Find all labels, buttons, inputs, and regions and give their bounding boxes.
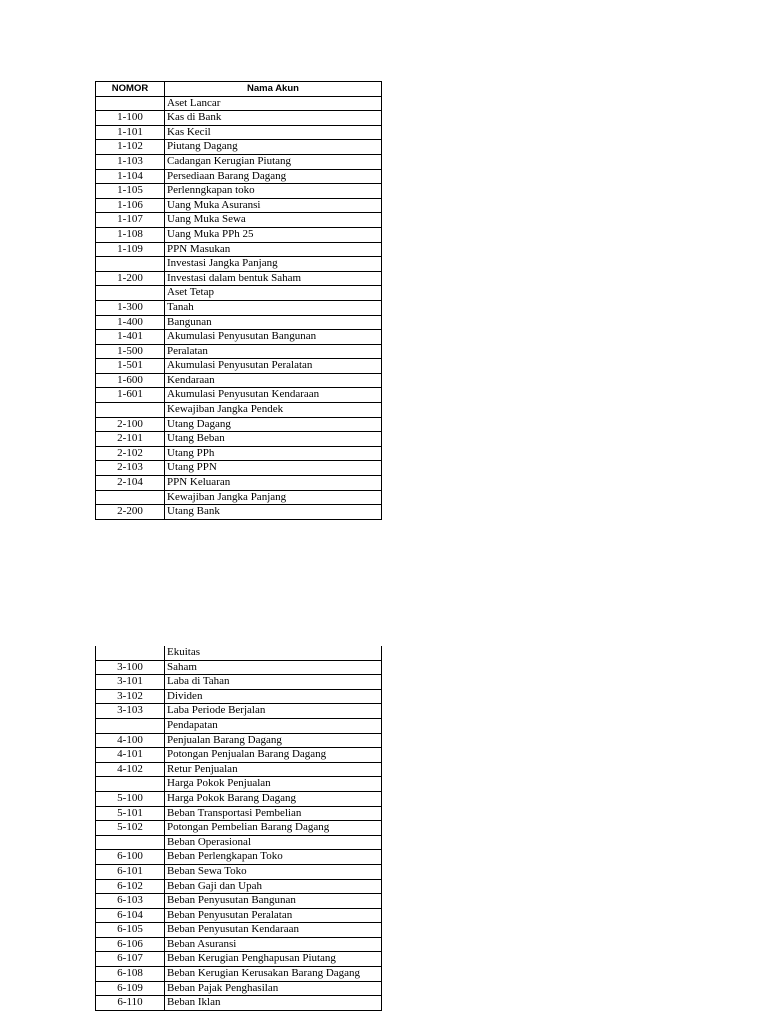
account-name: Akumulasi Penyusutan Bangunan	[165, 330, 382, 345]
table-row	[96, 806, 382, 821]
account-name: Harga Pokok Penjualan	[165, 777, 382, 792]
table-row	[96, 257, 382, 272]
table-row	[96, 359, 382, 374]
account-name: Beban Penyusutan Bangunan	[165, 894, 382, 909]
account-name: Aset Tetap	[165, 286, 382, 301]
table-row	[96, 821, 382, 836]
account-number: 6-104	[96, 908, 165, 923]
header-number: NOMOR	[96, 82, 165, 97]
account-name: PPN Keluaran	[165, 476, 382, 491]
account-number: 6-108	[96, 967, 165, 982]
account-number	[96, 646, 165, 660]
table-body	[96, 646, 382, 1010]
account-name: Beban Operasional	[165, 835, 382, 850]
account-name: Investasi dalam bentuk Saham	[165, 271, 382, 286]
table-row	[96, 660, 382, 675]
table-row	[96, 689, 382, 704]
account-name: Ekuitas	[165, 646, 382, 660]
account-number: 2-103	[96, 461, 165, 476]
table-row	[96, 169, 382, 184]
account-name: Potongan Pembelian Barang Dagang	[165, 821, 382, 836]
account-number: 5-102	[96, 821, 165, 836]
account-name: Saham	[165, 660, 382, 675]
account-number	[96, 403, 165, 418]
table-row	[96, 271, 382, 286]
account-number: 1-500	[96, 344, 165, 359]
table-row	[96, 330, 382, 345]
table-row	[96, 111, 382, 126]
account-number: 5-101	[96, 806, 165, 821]
table-row	[96, 154, 382, 169]
account-name: Bangunan	[165, 315, 382, 330]
account-number	[96, 777, 165, 792]
table-row	[96, 125, 382, 140]
table-row	[96, 242, 382, 257]
account-name: Beban Kerugian Kerusakan Barang Dagang	[165, 967, 382, 982]
account-number	[96, 835, 165, 850]
account-number: 1-200	[96, 271, 165, 286]
account-name: Beban Perlengkapan Toko	[165, 850, 382, 865]
table-row	[96, 461, 382, 476]
table-row	[96, 967, 382, 982]
account-number: 1-501	[96, 359, 165, 374]
table-row	[96, 704, 382, 719]
table-row	[96, 748, 382, 763]
table-row	[96, 762, 382, 777]
table-row	[96, 476, 382, 491]
table-row	[96, 981, 382, 996]
table-row	[96, 213, 382, 228]
table-row	[96, 373, 382, 388]
table-row	[96, 300, 382, 315]
account-name: Utang Beban	[165, 432, 382, 447]
table-row	[96, 675, 382, 690]
account-name: Beban Gaji dan Upah	[165, 879, 382, 894]
table-row	[96, 403, 382, 418]
account-name: Cadangan Kerugian Piutang	[165, 154, 382, 169]
table-row	[96, 908, 382, 923]
account-name: Harga Pokok Barang Dagang	[165, 791, 382, 806]
chart-of-accounts-table-1	[95, 81, 382, 520]
table-row	[96, 733, 382, 748]
account-number: 1-400	[96, 315, 165, 330]
account-number	[96, 96, 165, 111]
account-number: 1-300	[96, 300, 165, 315]
account-number: 2-104	[96, 476, 165, 491]
account-name: Utang PPN	[165, 461, 382, 476]
account-name: Beban Penyusutan Peralatan	[165, 908, 382, 923]
table-row	[96, 227, 382, 242]
table-row	[96, 96, 382, 111]
account-number: 3-102	[96, 689, 165, 704]
account-number: 1-101	[96, 125, 165, 140]
account-number: 1-105	[96, 184, 165, 199]
account-name: Utang Dagang	[165, 417, 382, 432]
account-name: Beban Pajak Penghasilan	[165, 981, 382, 996]
table-row	[96, 850, 382, 865]
account-number: 6-101	[96, 864, 165, 879]
table-row	[96, 718, 382, 733]
table-row	[96, 432, 382, 447]
account-number: 6-103	[96, 894, 165, 909]
account-number: 6-105	[96, 923, 165, 938]
table-body	[96, 96, 382, 519]
table-row	[96, 937, 382, 952]
account-name: Uang Muka PPh 25	[165, 227, 382, 242]
table-row	[96, 505, 382, 520]
table-row	[96, 446, 382, 461]
account-name: Laba di Tahan	[165, 675, 382, 690]
account-name: Kendaraan	[165, 373, 382, 388]
account-name: Akumulasi Penyusutan Kendaraan	[165, 388, 382, 403]
header-account-name: Nama Akun	[165, 82, 382, 97]
account-name: Laba Periode Berjalan	[165, 704, 382, 719]
account-name: Persediaan Barang Dagang	[165, 169, 382, 184]
account-name: Aset Lancar	[165, 96, 382, 111]
account-name: Kas di Bank	[165, 111, 382, 126]
account-number: 1-600	[96, 373, 165, 388]
account-number	[96, 257, 165, 272]
account-name: Peralatan	[165, 344, 382, 359]
table-row	[96, 894, 382, 909]
account-name: PPN Masukan	[165, 242, 382, 257]
account-number: 1-107	[96, 213, 165, 228]
account-name: Tanah	[165, 300, 382, 315]
account-name: Pendapatan	[165, 718, 382, 733]
table-row	[96, 490, 382, 505]
account-number: 1-401	[96, 330, 165, 345]
account-number: 6-110	[96, 996, 165, 1011]
account-number: 5-100	[96, 791, 165, 806]
account-number: 4-102	[96, 762, 165, 777]
table-row	[96, 791, 382, 806]
account-name: Beban Asuransi	[165, 937, 382, 952]
table-row	[96, 184, 382, 199]
table-row	[96, 388, 382, 403]
account-name: Uang Muka Sewa	[165, 213, 382, 228]
table-row	[96, 952, 382, 967]
account-number	[96, 490, 165, 505]
account-number: 1-108	[96, 227, 165, 242]
account-number: 6-102	[96, 879, 165, 894]
account-number: 2-102	[96, 446, 165, 461]
table-row	[96, 198, 382, 213]
account-number: 6-107	[96, 952, 165, 967]
account-number: 2-200	[96, 505, 165, 520]
account-number: 6-100	[96, 850, 165, 865]
account-name: Utang PPh	[165, 446, 382, 461]
account-number: 1-601	[96, 388, 165, 403]
account-name: Kas Kecil	[165, 125, 382, 140]
account-number: 4-101	[96, 748, 165, 763]
account-number: 3-100	[96, 660, 165, 675]
account-number: 1-102	[96, 140, 165, 155]
account-name: Perlenngkapan toko	[165, 184, 382, 199]
account-number	[96, 286, 165, 301]
account-name: Beban Transportasi Pembelian	[165, 806, 382, 821]
account-number: 1-103	[96, 154, 165, 169]
account-name: Dividen	[165, 689, 382, 704]
table-row	[96, 864, 382, 879]
account-number: 4-100	[96, 733, 165, 748]
account-number: 1-100	[96, 111, 165, 126]
table-row	[96, 286, 382, 301]
account-name: Beban Iklan	[165, 996, 382, 1011]
account-number: 6-106	[96, 937, 165, 952]
table-row	[96, 140, 382, 155]
account-number: 3-101	[96, 675, 165, 690]
account-name: Kewajiban Jangka Panjang	[165, 490, 382, 505]
account-name: Beban Sewa Toko	[165, 864, 382, 879]
table-row	[96, 344, 382, 359]
account-number	[96, 718, 165, 733]
table-row	[96, 646, 382, 660]
account-name: Beban Penyusutan Kendaraan	[165, 923, 382, 938]
account-name: Uang Muka Asuransi	[165, 198, 382, 213]
table-row	[96, 879, 382, 894]
account-number: 3-103	[96, 704, 165, 719]
table-row	[96, 417, 382, 432]
account-name: Akumulasi Penyusutan Peralatan	[165, 359, 382, 374]
chart-of-accounts-table-2	[95, 646, 382, 1011]
account-number: 6-109	[96, 981, 165, 996]
table-row	[96, 923, 382, 938]
account-name: Investasi Jangka Panjang	[165, 257, 382, 272]
account-name: Potongan Penjualan Barang Dagang	[165, 748, 382, 763]
account-name: Retur Penjualan	[165, 762, 382, 777]
account-name: Piutang Dagang	[165, 140, 382, 155]
account-number: 1-106	[96, 198, 165, 213]
account-name: Penjualan Barang Dagang	[165, 733, 382, 748]
account-number: 2-101	[96, 432, 165, 447]
account-name: Utang Bank	[165, 505, 382, 520]
table-header-row	[96, 82, 382, 97]
account-number: 2-100	[96, 417, 165, 432]
account-name: Beban Kerugian Penghapusan Piutang	[165, 952, 382, 967]
table-row	[96, 835, 382, 850]
account-name: Kewajiban Jangka Pendek	[165, 403, 382, 418]
account-number: 1-104	[96, 169, 165, 184]
account-number: 1-109	[96, 242, 165, 257]
table-row	[96, 996, 382, 1011]
table-row	[96, 777, 382, 792]
table-row	[96, 315, 382, 330]
